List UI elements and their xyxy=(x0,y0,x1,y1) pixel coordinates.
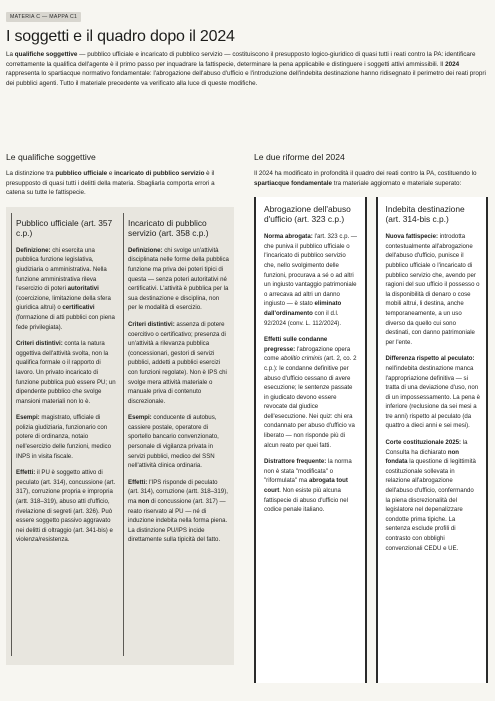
ips-esempi: Esempi: conducente di autobus, cassiere postale, operatore di sportello bancario convenzionato, personale di vigilanza privata in servizi pubblici, medico del SSN nell'attività clinica ordinaria. xyxy=(128,414,219,470)
subject-tag: MATERIA C — MAPPA C1 xyxy=(6,12,81,22)
indebita-destinazione-column xyxy=(376,197,489,683)
incaricato-pubblico-servizio-heading: Incaricato di pubblico servizio (art. 358 c.p.) xyxy=(128,217,209,238)
pu-definizione: Definizione: chi esercita una pubblica funzione legislativa, giudiziaria o amministrativa. Nella funzione amministrativa rileva l'esercizio di poteri autoritativi (coercizione, limitazione della sfera giuridica altrui) o certificativi (formazione di atti pubblici con piena fede privilegiata). xyxy=(16,246,115,331)
ips-definizione: Definizione: chi svolge un'attività disciplinata nelle forme della pubblica funzione ma priva dei poteri tipici di questa — senza poteri autoritativi né certificativi. L'attività è pubblica per la sua destinazione e disciplina, non per le modalità di esercizio. xyxy=(128,246,229,312)
qualifiche-comparison-box xyxy=(6,207,234,665)
riforme-section-title: Le due riforme del 2024 xyxy=(254,152,345,162)
abuso-distrattore: Distrattore frequente: la norma non è stata "modificata" o "riformulata" ma abrogata tout court. Non esiste più alcuna fattispecie di abuso d'ufficio nel codice penale italiano. xyxy=(264,458,352,514)
intro-paragraph: La qualifiche soggettive — pubblico ufficiale e incaricato di pubblico servizio — costituiscono il presupposto logico-giuridico di quasi tutti i reati contro la PA: identificare correttamente la qualifica dell'agente è il primo passo per inquadrare la fattispecie, determinare la pena applicabile e distinguere i soggetti attivi ammissibili. Il 2024 rappresenta lo spartiacque normativo fondamentale: l'abrogazione dell'abuso d'ufficio e l'introduzione dell'indebita destinazione hanno ridisegnato il perimetro dei reati propri dei pubblici agenti. Tutto il materiale precedente va verificato alla luce di queste modifiche. xyxy=(6,51,486,87)
riforme-section-intro: Il 2024 ha modificato in profondità il quadro dei reati contro la PA, costituendo lo spartiacque fondamentale tra materiale aggiornato e materiale superato: xyxy=(254,170,477,187)
indebita-destinazione-heading: Indebita destinazione (art. 314-bis c.p.) xyxy=(385,204,465,225)
indebita-differenza-peculato: Differenza rispetto al peculato: nell'indebita destinazione manca l'appropriazione definitiva — si tratta di una deviazione d'uso, non di un impossessamento. La pena è inferiore (reclusione da sei mesi a tre anni) rispetto al peculato (da quattro a dieci anni e sei mesi). xyxy=(385,355,481,430)
qualifiche-section xyxy=(6,152,234,665)
qualifiche-section-title: Le qualifiche soggettive xyxy=(6,152,96,162)
indebita-nuova-fattispecie: Nuova fattispecie: introdotta contestualmente all'abrogazione dell'abuso d'ufficio, punisce il pubblico ufficiale o l'incaricato di pubblico servizio che, avendo per ragioni del suo ufficio il possesso o la disponibilità di denaro o cose mobili altrui, li destina, anche temporaneamente, a un uso diverso da quello cui sono destinati, con danno patrimoniale per l'ente. xyxy=(385,233,480,346)
abuso-norma-abrogata: Norma abrogata: l'art. 323 c.p. — che puniva il pubblico ufficiale o l'incaricato di pubblico servizio che, nello svolgimento delle funzioni, procurava a sé o ad altri un ingiusto vantaggio patrimoniale o arrecava ad altri un danno ingiusto — è stato eliminato dall'ordinamento con il d.l. 92/2024 (conv. L. 112/2024). xyxy=(264,233,357,327)
ips-criteri: Criteri distintivi: assenza di potere coercitivo o certificativo; presenza di un'attività a rilevanza pubblica (concessionari, gestori di servizi pubblici, addetti a pubblici esercizi con funzioni regolate). Non è IPS chi svolge mera attività materiale o manuale priva di contenuto discrezionale. xyxy=(128,320,227,405)
pubblico-ufficiale-heading: Pubblico ufficiale (art. 357 c.p.) xyxy=(16,217,113,238)
page-title: I soggetti e il quadro dopo il 2024 xyxy=(6,28,235,45)
indebita-corte-costituzionale: Corte costituzionale 2025: la Consulta ha dichiarato non fondata la questione di legittimità costituzionale sollevata in relazione all'abrogazione dell'abuso d'ufficio, confermando la piena discrezionalità del legislatore nel depenalizzare condotte prima tipiche. La sentenza esclude profili di contrasto con obblighi convenzionali CEDU e UE. xyxy=(385,439,476,552)
pu-esempi: Esempi: magistrato, ufficiale di polizia giudiziaria, funzionario con potere di ordinanza, notaio nell'esercizio delle funzioni, medico INPS in visita fiscale. xyxy=(16,414,111,460)
riforme-comparison-box xyxy=(254,197,488,683)
pu-criteri: Criteri distintivi: conta la natura oggettiva dell'attività svolta, non la qualifica formale o il rapporto di lavoro. Un privato incaricato di funzione pubblica può essere PU; un dipendente pubblico che svolge mansioni materiali non lo è. xyxy=(16,340,116,405)
pu-effetti: Effetti: il PU è soggetto attivo di peculato (art. 314), concussione (art. 317), corruzione propria e impropria (artt. 318–319), abuso atti d'ufficio, rivelazione di segreti (art. 326). Può essere soggetto passivo aggravato nei delitti di oltraggio (art. 341-bis) e violenza/resistenza. xyxy=(16,469,116,544)
incaricato-pubblico-servizio-column xyxy=(123,213,229,656)
abuso-ufficio-heading: Abrogazione dell'abuso d'ufficio (art. 323 c.p.) xyxy=(264,204,351,225)
qualifiche-section-intro: La distinzione tra pubblico ufficiale e incaricato di pubblico servizio è il presupposto di quasi tutti i delitti della materia. Sbagliarla comporta errori a catena su tutte le fattispecie. xyxy=(6,170,215,197)
riforme-section xyxy=(254,152,488,683)
ips-effetti: Effetti: l'IPS risponde di peculato (art. 314), corruzione (artt. 318–319), ma non di concussione (art. 317) — reato riservato al PU — né di induzione indebita nella forma piena. La distinzione PU/IPS incide direttamente sulla tipicità del fatto. xyxy=(128,478,228,544)
pubblico-ufficiale-column xyxy=(11,213,117,656)
abuso-ufficio-column xyxy=(254,197,367,683)
abuso-effetti-condanne: Effetti sulle condanne pregresse: l'abrogazione opera come abolitio criminis (art. 2, co. 2 c.p.): le condanne definitive per abuso d'ufficio cessano di avere esecuzione; le sentenze passate in giudicato devono essere revocate dal giudice dell'esecuzione. Nei quiz: chi era condannato per abuso d'ufficio va liberato — non risponde più di alcun reato per quei fatti. xyxy=(264,336,357,449)
